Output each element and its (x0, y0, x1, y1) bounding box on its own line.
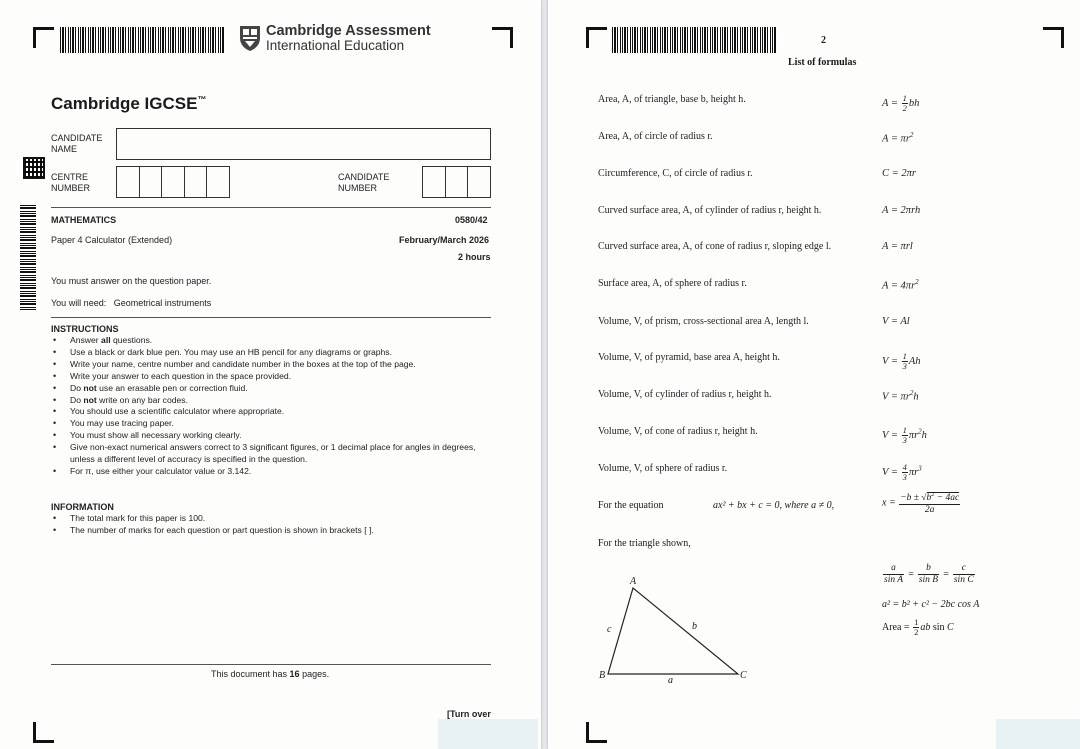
candidate-name-field[interactable] (116, 128, 491, 160)
paper-title: Paper 4 Calculator (Extended) (51, 235, 173, 245)
vertex-a-label: A (630, 576, 637, 587)
centre-number-label: CENTRE NUMBER (51, 172, 91, 193)
list-item: • Write your answer to each question in the space provided. (51, 371, 476, 383)
side-b-label: b (692, 621, 697, 632)
list-item: • Answer all questions. (51, 335, 476, 347)
formula-expression: A = πrl (882, 241, 913, 252)
side-a-label: a (668, 675, 673, 686)
formula-row: Area, A, of circle of radius r. $A = \pi r^2$ (598, 131, 914, 145)
barcode (60, 27, 225, 53)
list-item: • The number of marks for each question or part question is shown in brackets [ ]. (51, 525, 476, 537)
registration-mark-top-right (1043, 27, 1064, 48)
triangle-label: For the triangle shown, (598, 538, 691, 549)
formula-row: Volume, V, of cone of radius r, height h. V = $\frac{1}{3}$ $\pi r^2h$ (598, 425, 927, 445)
formula-expression: $A = \pi r^2$ (882, 131, 914, 145)
sine-rule: $\frac{a}{\text{sin A}}$ = $\frac{b}{\text{sin B}}$ = $\frac{c}{\text{sin C}}$ (884, 563, 974, 585)
formula-expression: V = $\frac{1}{3}$ Ah (882, 351, 921, 371)
registration-mark-top-left (586, 27, 607, 48)
instructions-heading: INSTRUCTIONS (51, 324, 119, 334)
list-item: • Write your name, centre number and candidate number in the boxes at the top of the page. (51, 359, 476, 371)
registration-mark-top-right (492, 27, 513, 48)
cosine-rule: a² = b² + c² − 2bc cos A (882, 599, 980, 610)
quadratic-equation: ax² + bx + c = 0, where a ≠ 0, (713, 500, 835, 511)
list-item: • You must show all necessary working clearly. (51, 430, 476, 442)
formula-row: Volume, V, of prism, cross-sectional area A, length l. V = Al (598, 316, 910, 327)
logo-line-1: Cambridge Assessment (266, 23, 431, 39)
list-item: • Use a black or dark blue pen. You may use an HB pencil for any diagrams or graphs. (51, 347, 476, 359)
list-item: • You may use tracing paper. (51, 418, 476, 430)
formula-expression: C = 2πr (882, 168, 916, 179)
formula-expression: $V = \pi r^2h$ (882, 389, 919, 403)
triangle-shape (608, 588, 738, 674)
formula-row: Surface area, A, of sphere of radius r. $A = 4\pi r^2$ (598, 278, 919, 292)
centre-number-field[interactable] (116, 166, 230, 198)
registration-mark-bottom-left (33, 722, 54, 743)
formula-row: Volume, V, of sphere of radius r. V = $\frac{4}{3}$ $\pi r^3$ (598, 462, 922, 482)
triangle-area-formula: Area = $\frac{1}{2}$ ab sin C (882, 617, 954, 637)
quadratic-formula: x = $\frac{-b \pm √b^2 - 4ac}{2a}$ (882, 492, 960, 516)
will-need-text: You will need: Geometrical instruments (51, 298, 212, 308)
candidate-number-label: CANDIDATE NUMBER (338, 172, 390, 193)
list-item: • Do not write on any bar codes. (51, 395, 476, 407)
divider (51, 317, 491, 318)
divider (51, 207, 491, 208)
page-count-text: This document has 16 pages. (211, 669, 330, 679)
qr-code (24, 158, 44, 178)
information-list (51, 513, 476, 537)
information-heading: INFORMATION (51, 502, 114, 512)
cambridge-shield-icon (238, 24, 262, 52)
divider (51, 664, 491, 665)
vertex-c-label: C (740, 670, 747, 681)
list-item: • Give non-exact numerical answers correct to 3 significant figures, or 1 decimal place for angles in degrees, unless a different level of accuracy is specified in the question. (51, 442, 476, 466)
page-number: 2 (821, 35, 826, 46)
page-tab (996, 719, 1080, 749)
barcode (612, 27, 777, 53)
registration-mark-bottom-left (586, 722, 607, 743)
page-tab (438, 719, 538, 749)
list-item: • Do not use an erasable pen or correction fluid. (51, 383, 476, 395)
list-item: • For π, use either your calculator value or 3.142. (51, 466, 476, 478)
formula-expression: A = $\frac{1}{2}$ bh (882, 93, 920, 113)
formula-expression: V = $\frac{1}{3}$ $\pi r^2h$ (882, 425, 927, 445)
subject-name: MATHEMATICS (51, 215, 117, 225)
exam-session: February/March 2026 (399, 235, 490, 245)
vertex-b-label: B (599, 670, 606, 681)
triangle-diagram (593, 570, 753, 688)
list-item: • The total mark for this paper is 100. (51, 513, 476, 525)
side-barcode (20, 205, 36, 310)
equation-label: For the equation (598, 500, 664, 511)
candidate-name-label: CANDIDATE NAME (51, 133, 103, 154)
list-item: • You should use a scientific calculator where appropriate. (51, 406, 476, 418)
exam-duration: 2 hours (458, 252, 491, 262)
candidate-number-field[interactable] (422, 166, 491, 198)
formula-list-heading: List of formulas (788, 57, 857, 68)
formula-expression: V = $\frac{4}{3}$ $\pi r^3$ (882, 462, 922, 482)
side-c-label: c (607, 624, 612, 635)
page-title: Cambridge IGCSE™ (51, 94, 207, 113)
formula-row: Volume, V, of pyramid, base area A, height h. V = $\frac{1}{3}$ Ah (598, 351, 921, 371)
registration-mark-top-left (33, 27, 54, 48)
formula-expression: A = 2πrh (882, 205, 921, 216)
formula-row: Circumference, C, of circle of radius r. C = 2πr (598, 168, 916, 179)
formula-expression: V = Al (882, 316, 910, 327)
syllabus-code: 0580/42 (455, 215, 488, 225)
formula-row: Curved surface area, A, of cylinder of radius r, height h. A = 2πrh (598, 205, 921, 216)
formula-row: Curved surface area, A, of cone of radius r, sloping edge l. A = πrl (598, 241, 913, 252)
must-answer-text: You must answer on the question paper. (51, 276, 212, 286)
formula-row: Area, A, of triangle, base b, height h. A = $\frac{1}{2}$ bh (598, 93, 920, 113)
formula-row: Volume, V, of cylinder of radius r, height h. $V = \pi r^2h$ (598, 389, 919, 403)
formula-expression: $A = 4\pi r^2$ (882, 278, 919, 292)
instructions-list (51, 335, 476, 478)
logo-line-2: International Education (266, 38, 405, 53)
turn-over-text: [Turn over (447, 709, 491, 719)
formula-page (548, 0, 1080, 749)
